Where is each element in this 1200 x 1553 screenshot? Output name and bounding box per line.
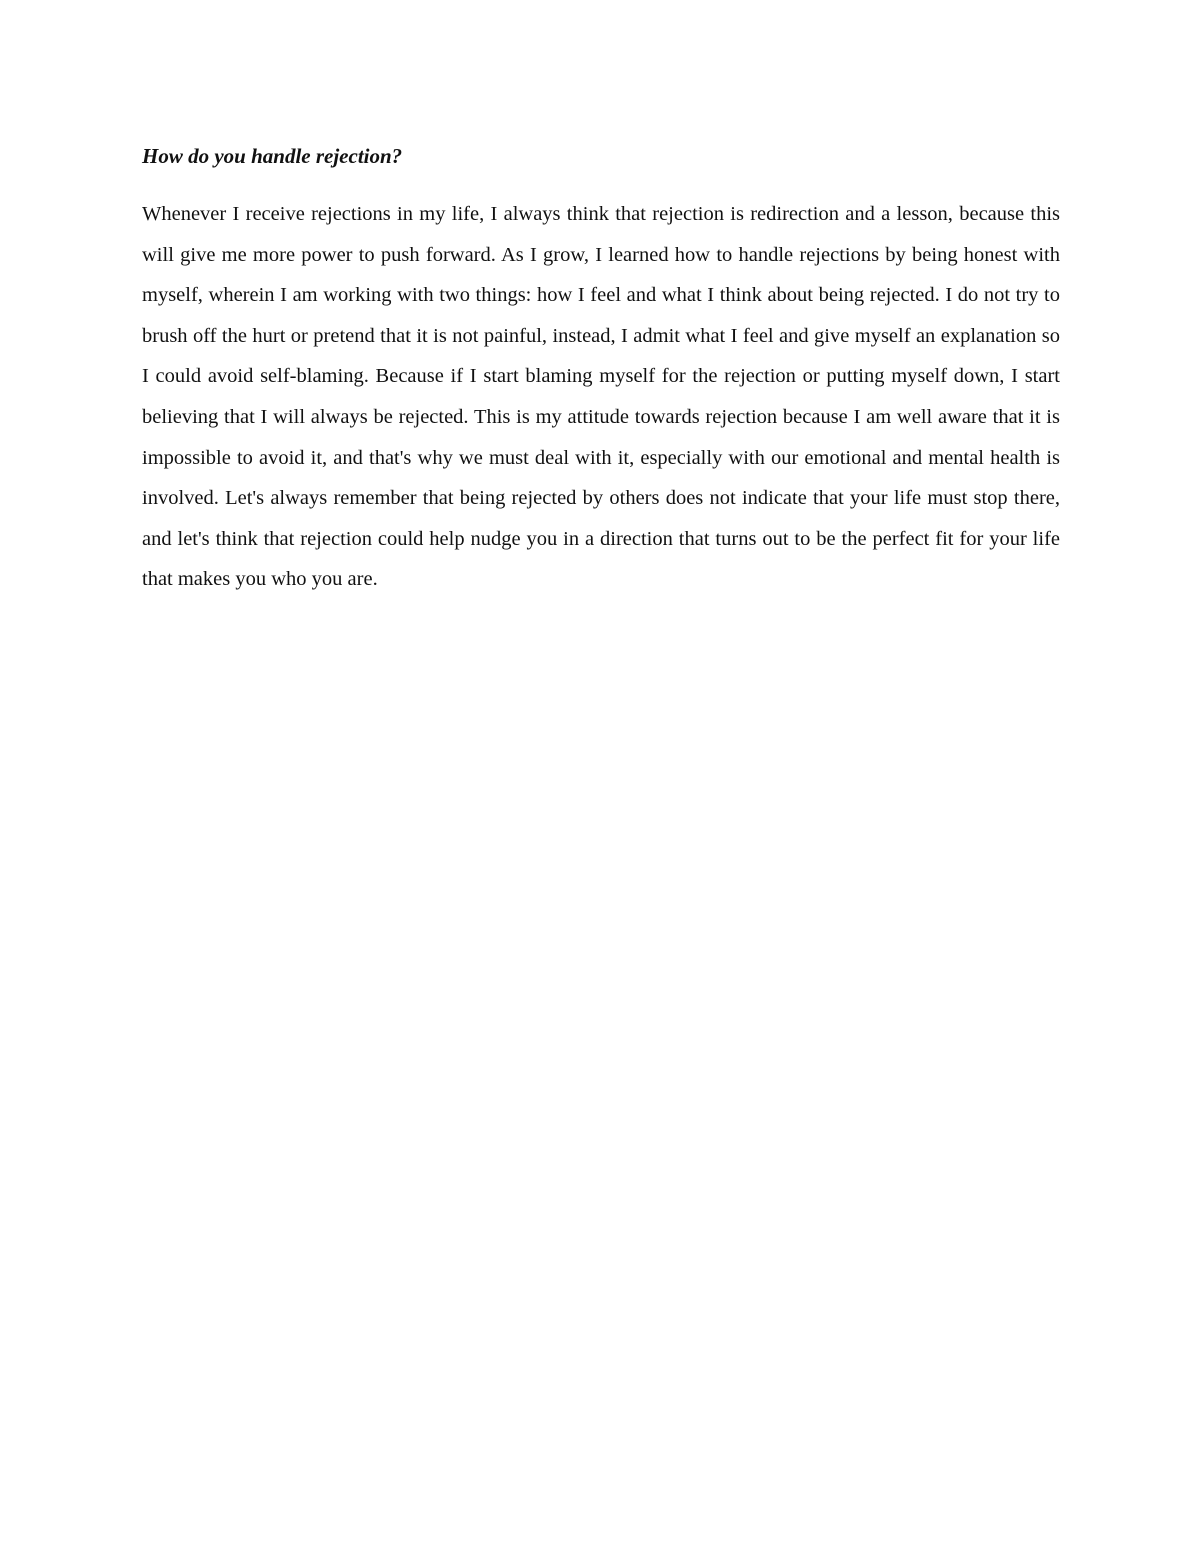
answer-paragraph: Whenever I receive rejections in my life, I always think that rejection is redirection and a lesson, because this will give me more power to push forward. As I grow, I learned how to handle rejections by being honest with myself, wherein I am working with two things: how I feel and what I think about being rejected. I do not try to brush off the hurt or pretend that it is not painful, instead, I admit what I feel and give myself an explanation so I could avoid self-blaming. Because if I start blaming myself for the rejection or putting myself down, I start believing that I will always be rejected. This is my attitude towards rejection because I am well aware that it is impossible to avoid it, and that's why we must deal with it, especially with our emotional and mental health is involved. Let's always remember that being rejected by others does not indicate that your life must stop there, and let's think that rejection could help nudge you in a direction that turns out to be the perfect fit for your life that makes you who you are.	[142, 203, 1060, 591]
document-body	[142, 140, 1060, 600]
question-heading: How do you handle rejection?	[142, 144, 403, 168]
